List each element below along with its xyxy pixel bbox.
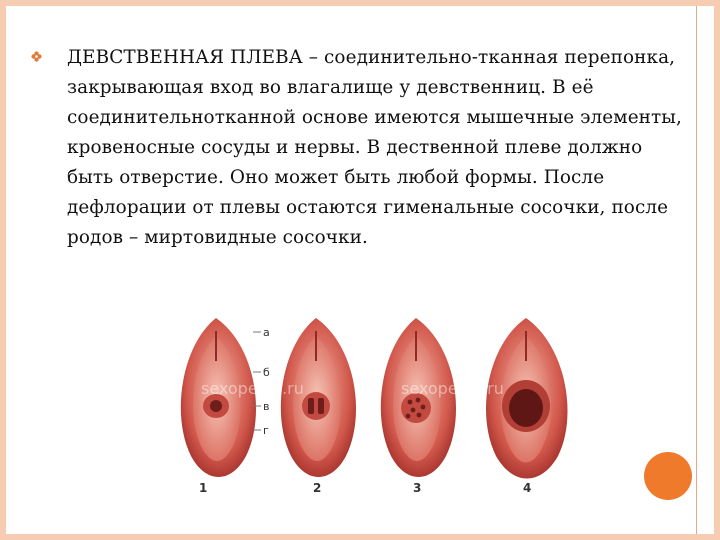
right-border-rule xyxy=(696,6,697,534)
text-block xyxy=(31,43,683,253)
figure-number-2: 2 xyxy=(313,481,322,495)
label-a: а xyxy=(263,326,270,339)
orange-circle-decoration xyxy=(644,452,692,500)
hymen-illustration xyxy=(161,306,581,506)
hymen-figure-4 xyxy=(486,318,568,479)
slide xyxy=(6,6,714,534)
figure-number-3: 3 xyxy=(413,481,422,495)
figure-number-1: 1 xyxy=(199,481,208,495)
flower-bullet-icon xyxy=(31,51,42,62)
watermark-2: sexopedia.ru xyxy=(401,379,504,398)
label-g: г xyxy=(263,424,269,437)
figure-number-4: 4 xyxy=(523,481,532,495)
label-b: б xyxy=(263,366,270,379)
label-v: в xyxy=(263,400,270,413)
watermark-1: sexopedia.ru xyxy=(201,379,304,398)
body-paragraph: ДЕВСТВЕННАЯ ПЛЕВА – соединительно-тканная перепонка, закрывающая вход во влагалище у девственниц. В её соединительнотканной основе имеются мышечные элементы, кровеносные сосуды и нервы. В дественной плеве должно быть отверстие. Оно может быть любой формы. После дефлорации от плевы остаются гименальные сосочки, после родов – миртовидные сосочки. xyxy=(67,47,682,248)
